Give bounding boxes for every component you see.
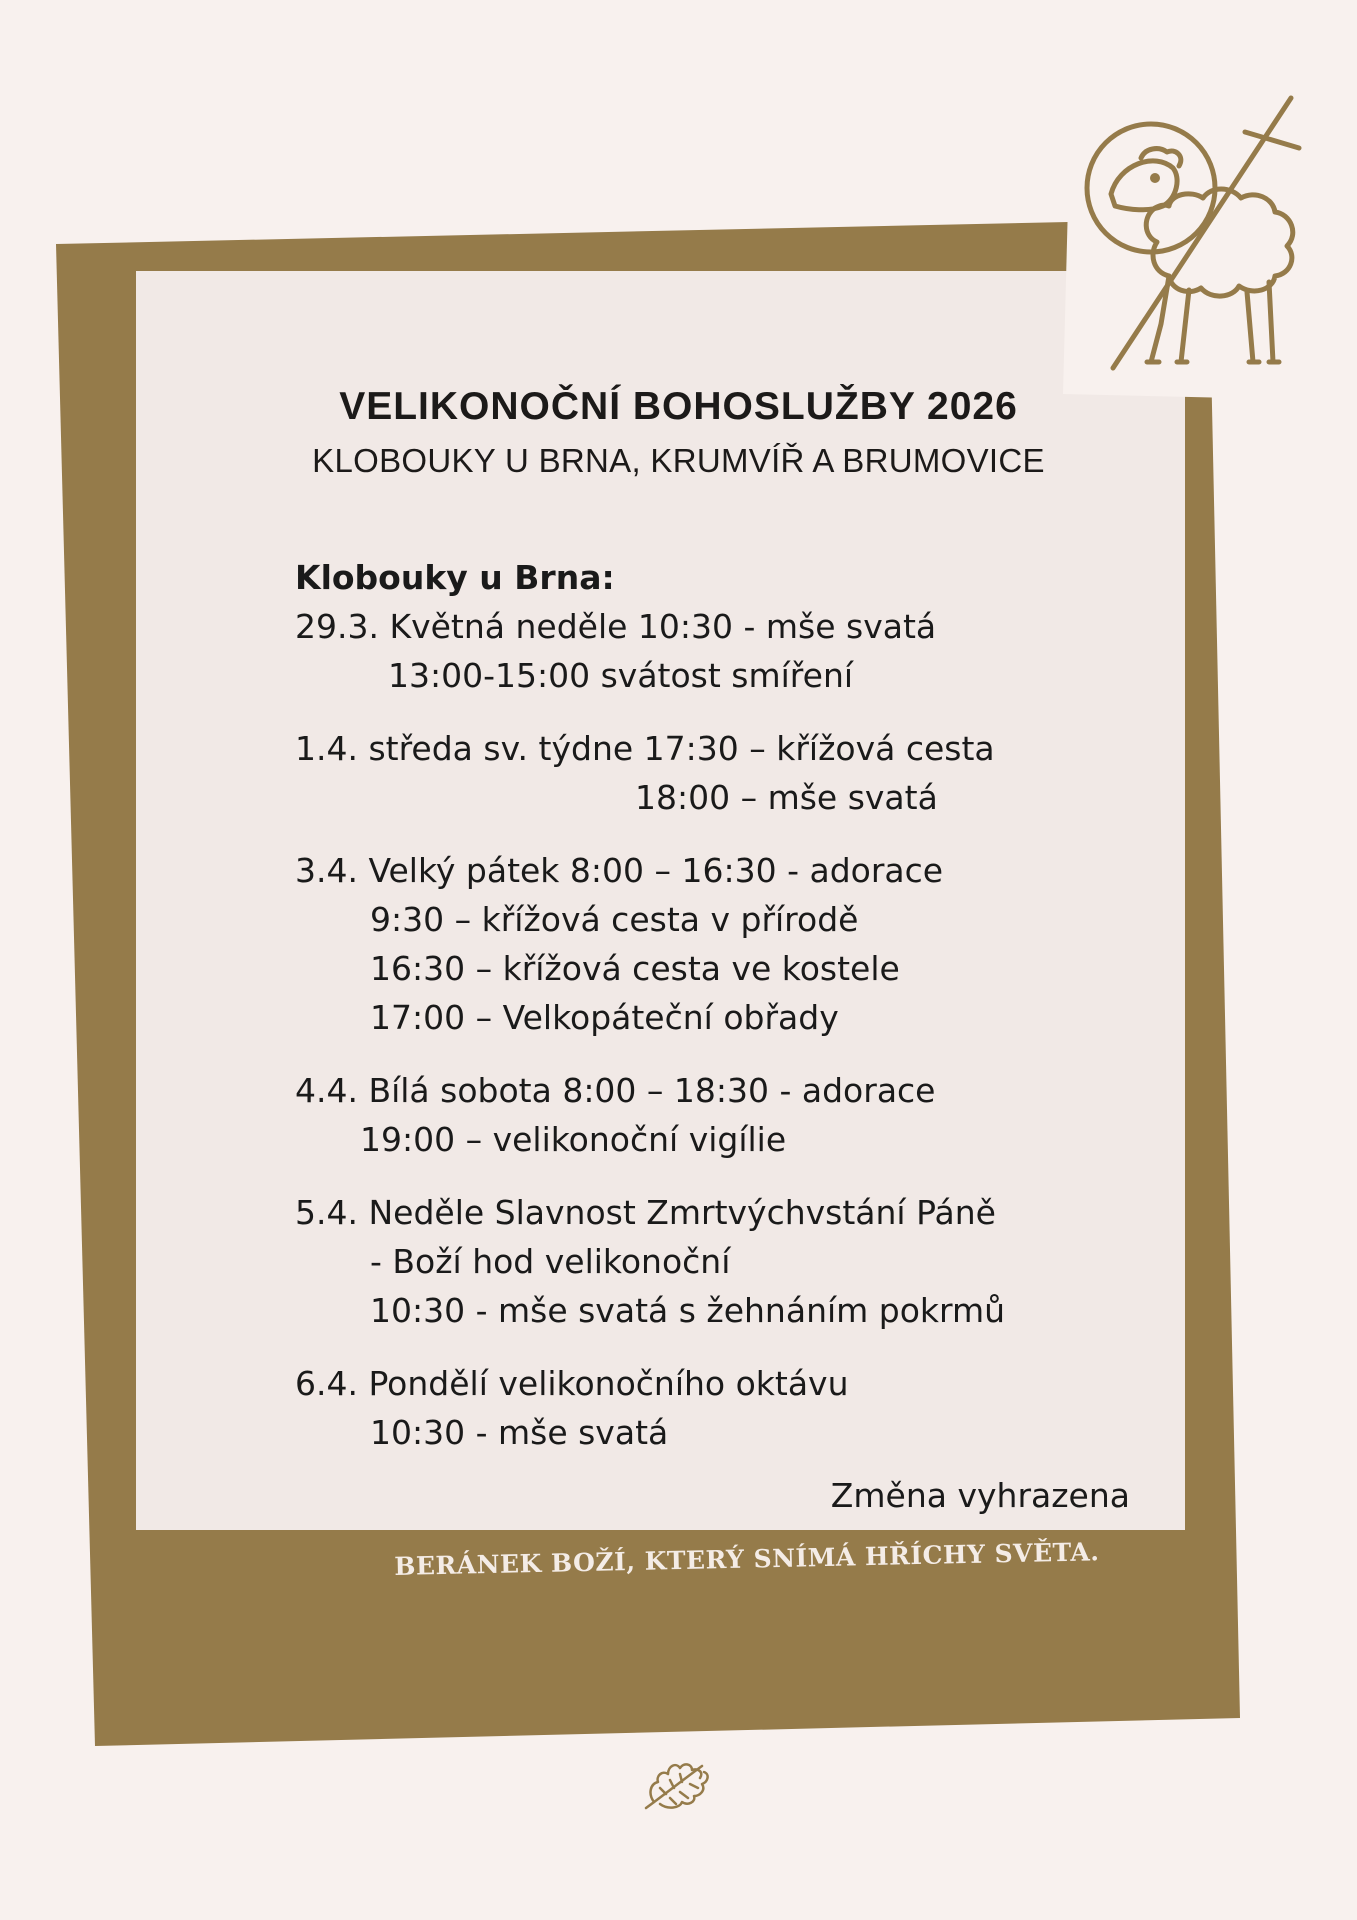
schedule-line: 29.3. Květná neděle 10:30 - mše svatá [295, 607, 937, 646]
schedule-block-holy-saturday [295, 1066, 1095, 1164]
lamb-sticker [1063, 86, 1325, 400]
schedule-heading: Klobouky u Brna: [295, 558, 615, 597]
schedule-line: 18:00 – mše svatá [635, 778, 938, 817]
schedule-line: 10:30 - mše svatá s žehnáním pokrmů [370, 1291, 1006, 1330]
oak-leaf-icon [640, 1758, 716, 1820]
schedule-line: 10:30 - mše svatá [370, 1413, 669, 1452]
page-title: VELIKONOČNÍ BOHOSLUŽBY 2026 [339, 385, 1018, 428]
lamb-of-god-icon [1063, 86, 1325, 400]
schedule-block-easter-sunday [295, 1188, 1095, 1335]
schedule-line: 1.4. středa sv. týdne 17:30 – křížová cesta [295, 729, 995, 768]
schedule-line: 5.4. Neděle Slavnost Zmrtvýchvstání Páně [295, 1193, 996, 1232]
motto: BERÁNEK BOŽÍ, KTERÝ SNÍMÁ HŘÍCHY SVĚTA. [394, 1537, 1100, 1581]
schedule-block-holy-wednesday [295, 724, 1095, 822]
schedule-line: 16:30 – křížová cesta ve kostele [370, 949, 900, 988]
schedule-block-easter-monday [295, 1359, 1095, 1457]
schedule-line: 19:00 – velikonoční vigílie [360, 1120, 787, 1159]
schedule-line: - Boží hod velikonoční [370, 1242, 731, 1281]
schedule-line: 17:00 – Velkopáteční obřady [370, 998, 839, 1037]
page-subtitle: KLOBOUKY U BRNA, KRUMVÍŘ A BRUMOVICE [312, 442, 1045, 479]
schedule-line: 9:30 – křížová cesta v přírodě [370, 900, 859, 939]
schedule-line: 13:00-15:00 svátost smíření [388, 656, 854, 695]
schedule [295, 553, 1095, 1481]
schedule-line: 4.4. Bílá sobota 8:00 – 18:30 - adorace [295, 1071, 936, 1110]
schedule-line: 6.4. Pondělí velikonočního oktávu [295, 1364, 849, 1403]
schedule-block-palm-sunday [295, 602, 1095, 700]
change-reserved-note: Změna vyhrazena [830, 1476, 1130, 1515]
schedule-block-good-friday [295, 846, 1095, 1042]
schedule-line: 3.4. Velký pátek 8:00 – 16:30 - adorace [295, 851, 944, 890]
